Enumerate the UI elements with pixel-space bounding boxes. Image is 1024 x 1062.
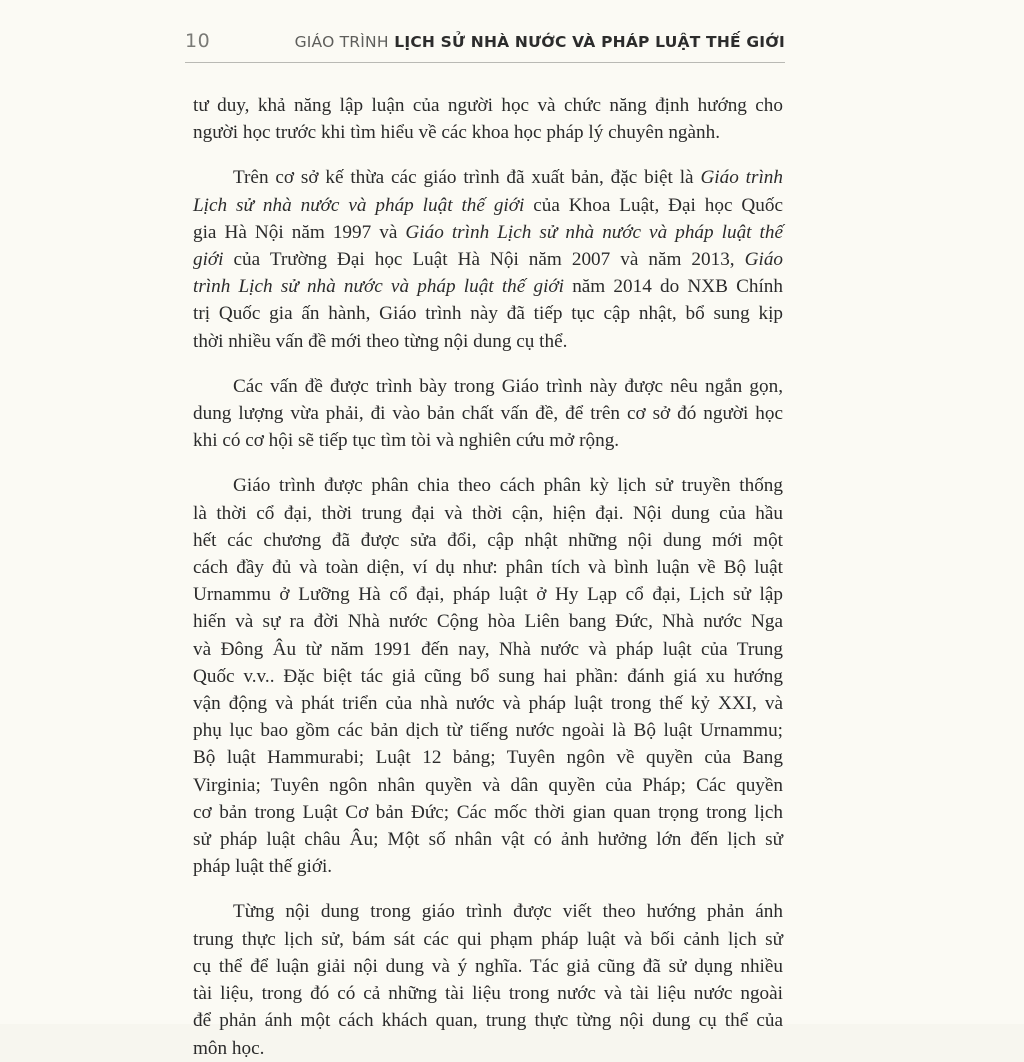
text-line: cách đầy đủ và toàn diện, ví dụ như: phân tích và bình luận về Bộ luật [193, 557, 783, 579]
text-line: tư duy, khả năng lập luận của người học và chức năng định hướng cho [193, 95, 783, 116]
text-line [193, 219, 783, 246]
italic-run: Giáo trình Lịch sử nhà nước và pháp luật thế [405, 221, 783, 243]
text-line: Bộ luật Hammurabi; Luật 12 bảng; Tuyên ngôn về quyền của Bang [193, 747, 783, 769]
text-line: người học trước khi tìm hiểu về các khoa học pháp lý chuyên ngành. [193, 122, 721, 144]
paragraph-2 [193, 164, 783, 354]
paragraph-1 [193, 92, 783, 146]
text-line: dung lượng vừa phải, đi vào bản chất vấn đề, để trên cơ sở đó người học [193, 403, 783, 425]
italic-run: giới [193, 249, 224, 271]
italic-run: Giáo [744, 249, 783, 271]
text-line [193, 164, 783, 191]
body-text [193, 92, 783, 1062]
text-line: sử pháp luật châu Âu; Một số nhân vật có ảnh hưởng lớn đến lịch sử [193, 829, 783, 851]
italic-run: trình Lịch sử nhà nước và pháp luật thế giới [193, 276, 564, 298]
text-line: Virginia; Tuyên ngôn nhân quyền và dân quyền của Pháp; Các quyền [193, 774, 783, 796]
text-run: năm 2014 do NXB Chính [564, 276, 783, 298]
text-line: pháp luật thế giới. [193, 856, 333, 878]
text-line [193, 246, 783, 273]
paragraph-3 [193, 373, 783, 455]
paragraph-4 [193, 472, 783, 880]
text-run: Trên cơ sở kế thừa các giáo trình đã xuất bản, đặc biệt là [233, 167, 701, 189]
running-title [295, 33, 785, 51]
paragraph-5 [193, 898, 783, 1061]
running-title-prefix: GIÁO TRÌNH [294, 33, 389, 51]
text-line: để phản ánh một cách khách quan, trung thực từng nội dung cụ thể của [193, 1010, 783, 1032]
text-line: và Đông Âu từ năm 1991 đến nay, Nhà nước và pháp luật của Trung [193, 638, 783, 660]
running-title-main: LỊCH SỬ NHÀ NƯỚC VÀ PHÁP LUẬT THẾ GIỚI [394, 33, 785, 51]
text-line: thời nhiều vấn đề mới theo từng nội dung cụ thể. [193, 330, 568, 352]
text-line: Urnammu ở Lưỡng Hà cổ đại, pháp luật ở Hy Lạp cổ đại, Lịch sử lập [193, 584, 783, 606]
running-header [185, 28, 785, 63]
text-line: cụ thể để luận giải nội dung và ý nghĩa. Tác giả cũng đã sử dụng nhiều [193, 955, 783, 977]
text-line: tài liệu, trong đó có cả những tài liệu trong nước và tài liệu nước ngoài [193, 983, 783, 1005]
text-run: của Khoa Luật, Đại học Quốc [524, 194, 783, 216]
text-line: hết các chương đã được sửa đổi, cập nhật những nội dung mới một [193, 529, 783, 551]
text-line [193, 273, 783, 300]
text-line: Quốc v.v.. Đặc biệt tác giả cũng bổ sung hai phần: đánh giá xu hướng [193, 665, 783, 687]
text-line: trị Quốc gia ấn hành, Giáo trình này đã tiếp tục cập nhật, bổ sung kịp [193, 303, 783, 325]
text-line: vận động và phát triển của nhà nước và pháp luật trong thế kỷ XXI, và [193, 693, 783, 715]
text-line: Từng nội dung trong giáo trình được viết theo hướng phản ánh [233, 901, 783, 923]
italic-run: Giáo trình [700, 167, 783, 189]
text-line: hiến và sự ra đời Nhà nước Cộng hòa Liên bang Đức, Nhà nước Nga [193, 611, 783, 633]
text-line: Các vấn đề được trình bày trong Giáo trình này được nêu ngắn gọn, [233, 375, 783, 397]
page-number: 10 [185, 30, 211, 52]
text-run: của Trường Đại học Luật Hà Nội năm 2007 và năm 2013, [223, 249, 745, 271]
text-line: cơ bản trong Luật Cơ bản Đức; Các mốc thời gian quan trọng trong lịch [193, 801, 783, 823]
text-line: môn học. [193, 1037, 265, 1059]
text-line: là thời cổ đại, thời trung đại và thời cận, hiện đại. Nội dung của hầu [193, 502, 783, 524]
text-line: trung thực lịch sử, bám sát các qui phạm pháp luật và bối cảnh lịch sử [193, 928, 783, 950]
text-run: gia Hà Nội năm 1997 và [193, 221, 406, 243]
text-line: Giáo trình được phân chia theo cách phân kỳ lịch sử truyền thống [233, 475, 783, 497]
text-line [193, 192, 783, 219]
text-line: khi có cơ hội sẽ tiếp tục tìm tòi và nghiên cứu mở rộng. [193, 430, 620, 452]
italic-run: Lịch sử nhà nước và pháp luật thế giới [193, 194, 525, 216]
text-line: phụ lục bao gồm các bản dịch từ tiếng nước ngoài là Bộ luật Urnammu; [193, 720, 783, 742]
